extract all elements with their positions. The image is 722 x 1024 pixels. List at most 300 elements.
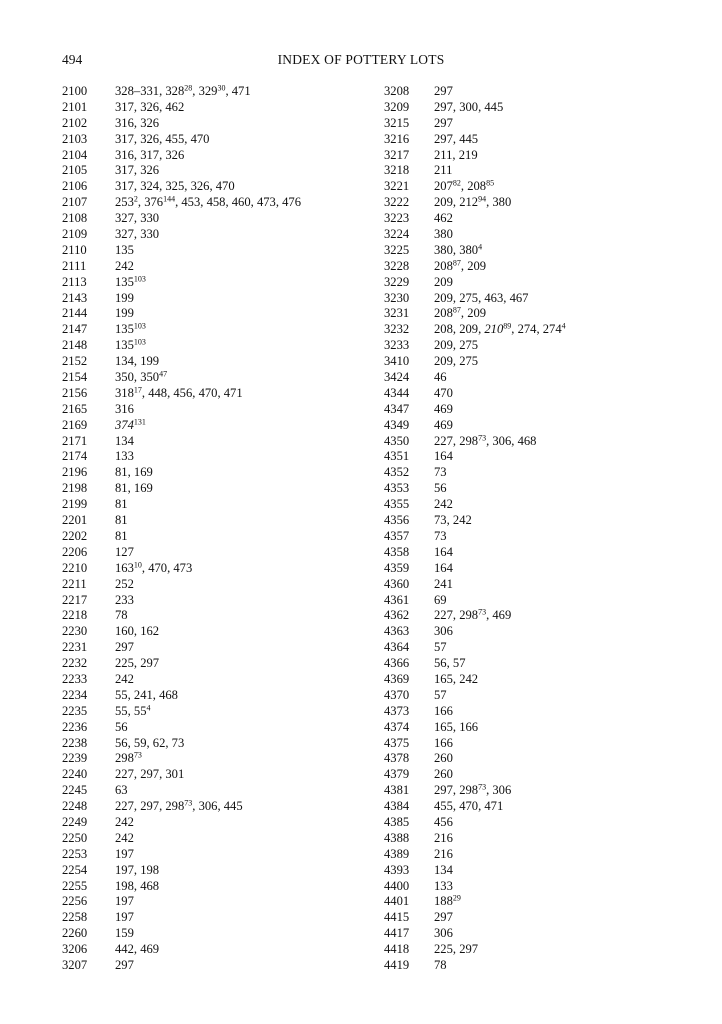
footnote-marker: 10 [133, 560, 142, 570]
lot-number: 2238 [62, 735, 88, 750]
page-ref-text: 134 [434, 862, 453, 877]
index-entry [384, 354, 704, 370]
lot-number: 4350 [384, 433, 410, 448]
page-references [115, 243, 134, 259]
page-references [434, 481, 447, 497]
page-ref-text: 225, 297 [434, 942, 479, 957]
index-entry [384, 847, 704, 863]
lot-number: 2171 [62, 433, 88, 448]
page-ref-text: 164 [434, 449, 453, 464]
page-ref-text: 135 [115, 322, 134, 337]
index-entry [384, 275, 704, 291]
index-entry [62, 195, 362, 211]
footnote-marker: 73 [184, 798, 193, 808]
lot-number: 4344 [384, 385, 410, 400]
page-references [434, 656, 465, 672]
index-entry [384, 291, 704, 307]
page-ref-text: 455, 470, 471 [434, 799, 504, 814]
footnote-marker: 4 [561, 321, 566, 331]
page-references [115, 799, 243, 815]
page-ref-text: 253 [115, 195, 134, 210]
lot-number: 3222 [384, 195, 410, 210]
index-entry [62, 545, 362, 561]
page-ref-text: 317, 326, 462 [115, 99, 185, 114]
page-ref-text: 188 [434, 894, 453, 909]
page-references [115, 370, 167, 386]
page-references [434, 434, 536, 450]
index-entry [62, 529, 362, 545]
page-ref-text: 56 [434, 481, 447, 496]
index-entry [62, 275, 362, 291]
page-ref-text: 209, 212 [434, 195, 479, 210]
index-entry [384, 116, 704, 132]
page-references [434, 879, 453, 895]
page-references [115, 736, 184, 752]
index-entry [384, 227, 704, 243]
page-ref-text: 241 [434, 576, 453, 591]
index-entry [62, 783, 362, 799]
index-entry [384, 958, 704, 974]
index-entry [384, 434, 704, 450]
lot-number: 4384 [384, 799, 410, 814]
index-entry [62, 688, 362, 704]
page-ref-text: , 453, 458, 460, 473, 476 [175, 195, 302, 210]
page-references [115, 847, 134, 863]
page-references [434, 704, 453, 720]
page-references [115, 163, 159, 179]
index-entry [62, 418, 362, 434]
page-references [115, 434, 134, 450]
page-ref-text: 56 [115, 719, 128, 734]
page-references [434, 322, 566, 338]
page-ref-text: 227, 298 [434, 433, 479, 448]
lot-number: 4363 [384, 624, 410, 639]
page-references [434, 815, 453, 831]
page-references [115, 148, 184, 164]
lot-number: 2169 [62, 417, 88, 432]
page-references [434, 449, 453, 465]
index-column-right [384, 84, 704, 974]
index-entry [384, 736, 704, 752]
lot-number: 4419 [384, 957, 410, 972]
page-references [434, 529, 447, 545]
lot-number: 2111 [62, 258, 87, 273]
page-ref-text: 209 [434, 274, 453, 289]
lot-number: 2256 [62, 894, 88, 909]
index-entry [62, 402, 362, 418]
page-ref-text: , 329 [192, 84, 218, 98]
index-entry [62, 942, 362, 958]
lot-number: 2253 [62, 846, 88, 861]
index-entry [384, 894, 704, 910]
index-entry [384, 624, 704, 640]
index-entry [384, 211, 704, 227]
lot-number: 4351 [384, 449, 410, 464]
page-ref-text: 242 [115, 830, 134, 845]
footnote-marker: 82 [452, 178, 461, 188]
page-references [115, 910, 134, 926]
page-references [115, 227, 159, 243]
footnote-marker: 47 [159, 369, 168, 379]
page-ref-text: 127 [115, 544, 134, 559]
page-references [434, 545, 453, 561]
page-references [115, 179, 235, 195]
page-ref-text: 199 [115, 306, 134, 321]
page-references [115, 593, 134, 609]
index-entry [384, 243, 704, 259]
lot-number: 2147 [62, 322, 88, 337]
page-references [434, 386, 453, 402]
page-references [115, 783, 128, 799]
page-ref-text: 297, 300, 445 [434, 99, 504, 114]
page-ref-text: 165, 166 [434, 719, 479, 734]
page-references [115, 211, 159, 227]
lot-number: 2100 [62, 84, 88, 98]
page-ref-text: 316, 326 [115, 115, 160, 130]
page-references [434, 608, 511, 624]
lot-number: 4359 [384, 560, 410, 575]
lot-number: 4379 [384, 767, 410, 782]
page-references [434, 259, 486, 275]
lot-number: 2230 [62, 624, 88, 639]
page-references [115, 259, 134, 275]
index-entry [62, 306, 362, 322]
page-references [434, 354, 478, 370]
lot-number: 3228 [384, 258, 410, 273]
lot-number: 3233 [384, 338, 410, 353]
page-ref-text: 159 [115, 926, 134, 941]
page-ref-text: 166 [434, 703, 453, 718]
index-entry [384, 529, 704, 545]
page-ref-text: 227, 297, 298 [115, 799, 185, 814]
page-ref-text: 242 [115, 814, 134, 829]
lot-number: 4370 [384, 687, 410, 702]
index-entry [384, 513, 704, 529]
page-references [115, 958, 134, 974]
page-ref-text: 207 [434, 179, 453, 194]
index-entry [384, 879, 704, 895]
footnote-marker: 94 [478, 194, 487, 204]
index-entry [62, 163, 362, 179]
index-entry [62, 497, 362, 513]
lot-number: 2144 [62, 306, 88, 321]
lot-number: 3232 [384, 322, 410, 337]
lot-number: 2148 [62, 338, 88, 353]
lot-number: 4378 [384, 751, 410, 766]
page-references [434, 497, 453, 513]
lot-number: 3224 [384, 227, 410, 242]
page-ref-text: 233 [115, 592, 134, 607]
page-references [115, 306, 134, 322]
page-references [115, 100, 184, 116]
index-entry [384, 593, 704, 609]
index-entry [384, 84, 704, 100]
index-entry [62, 815, 362, 831]
lot-number: 4381 [384, 783, 410, 798]
page-ref-text: 57 [434, 640, 447, 655]
page-ref-text: , 209 [460, 258, 487, 273]
page-ref-text: 166 [434, 735, 453, 750]
footnote-marker: 73 [133, 751, 142, 761]
index-entry [62, 243, 362, 259]
lot-number: 3410 [384, 354, 410, 369]
page-ref-text: 380, 380 [434, 242, 479, 257]
index-entry [62, 894, 362, 910]
page-ref-text: 216 [434, 830, 453, 845]
page-ref-text: 81 [115, 528, 128, 543]
index-entry [384, 370, 704, 386]
page-references [434, 195, 511, 211]
index-entry [62, 148, 362, 164]
page-references [115, 132, 209, 148]
lot-number: 2217 [62, 592, 88, 607]
lot-number: 2198 [62, 481, 88, 496]
index-entry [384, 767, 704, 783]
lot-number: 2245 [62, 783, 88, 798]
lot-number: 2152 [62, 354, 88, 369]
index-entry [62, 879, 362, 895]
page-ref-text: 242 [115, 258, 134, 273]
page-references [115, 338, 146, 354]
page-references [115, 640, 134, 656]
page-references [434, 291, 528, 307]
page-ref-text: 211 [434, 163, 453, 178]
lot-number: 4361 [384, 592, 410, 607]
lot-number: 2202 [62, 528, 88, 543]
page-references [434, 624, 453, 640]
index-entry [62, 259, 362, 275]
page-ref-text: 316 [115, 401, 134, 416]
page-ref-text: 380 [434, 227, 453, 242]
page-ref-text: 456 [434, 814, 453, 829]
lot-number: 4355 [384, 497, 410, 512]
index-entry [62, 132, 362, 148]
page-ref-text: , 274, 274 [511, 322, 562, 337]
lot-number: 4349 [384, 417, 410, 432]
footnote-marker: 131 [133, 417, 146, 427]
page-ref-text: , 306, 468 [486, 433, 537, 448]
index-entry [62, 322, 362, 338]
lot-number: 2236 [62, 719, 88, 734]
page-references [115, 545, 134, 561]
lot-number: 3215 [384, 115, 410, 130]
page-references [115, 608, 128, 624]
index-entry [62, 84, 362, 100]
page-ref-text: 316, 317, 326 [115, 147, 185, 162]
page-references [434, 672, 478, 688]
lot-number: 3208 [384, 84, 410, 98]
lot-number: 2235 [62, 703, 88, 718]
page-references [434, 926, 453, 942]
page-ref-text: 164 [434, 560, 453, 575]
index-entry [62, 291, 362, 307]
footnote-marker: 144 [163, 194, 176, 204]
index-entry [384, 195, 704, 211]
index-entry [62, 116, 362, 132]
page-references [115, 529, 128, 545]
footnote-marker: 103 [133, 337, 146, 347]
page-ref-text: 297 [115, 640, 134, 655]
page-ref-text: 306 [434, 926, 453, 941]
lot-number: 4364 [384, 640, 410, 655]
page-references [115, 513, 128, 529]
index-entry [384, 418, 704, 434]
lot-number: 2258 [62, 910, 88, 925]
page-ref-text: , 469 [486, 608, 512, 623]
page-ref-text: 63 [115, 783, 128, 798]
page-references [434, 84, 453, 100]
index-entry [384, 672, 704, 688]
lot-number: 2143 [62, 290, 88, 305]
page-ref-text: 46 [434, 370, 447, 385]
lot-number: 3230 [384, 290, 410, 305]
index-entry [62, 831, 362, 847]
index-entry [384, 910, 704, 926]
lot-number: 2106 [62, 179, 88, 194]
page-ref-text: 135 [115, 338, 134, 353]
page-references [115, 863, 159, 879]
lot-number: 2206 [62, 544, 88, 559]
lot-number: 2108 [62, 211, 88, 226]
page-references [115, 84, 251, 100]
page-ref-text: 227, 298 [434, 608, 479, 623]
page-references [115, 561, 192, 577]
page-title: INDEX OF POTTERY LOTS [277, 52, 445, 67]
lot-number: 2248 [62, 799, 88, 814]
page-ref-text: 317, 326 [115, 163, 160, 178]
page-ref-text: 197, 198 [115, 862, 160, 877]
lot-number: 2233 [62, 671, 88, 686]
lot-number: 4418 [384, 942, 410, 957]
lot-number: 2239 [62, 751, 88, 766]
index-entry [62, 179, 362, 195]
index-entry [384, 402, 704, 418]
lot-number: 4373 [384, 703, 410, 718]
page-references [434, 910, 453, 926]
lot-number: 2196 [62, 465, 88, 480]
index-entry [62, 577, 362, 593]
index-entry [62, 465, 362, 481]
page-references [115, 894, 134, 910]
lot-number: 3217 [384, 147, 410, 162]
page-ref-text: , 306, 445 [192, 799, 243, 814]
footnote-marker: 17 [133, 385, 142, 395]
lot-number: 3229 [384, 274, 410, 289]
page-header [0, 52, 722, 72]
page-references [434, 100, 503, 116]
lot-number: 4417 [384, 926, 410, 941]
lot-number: 4385 [384, 814, 410, 829]
page-ref-text: 197 [115, 846, 134, 861]
page-ref-text: 55, 55 [115, 703, 147, 718]
index-entry [384, 783, 704, 799]
index-entry [62, 354, 362, 370]
page-ref-text: 462 [434, 211, 453, 226]
page-references [115, 449, 134, 465]
index-entry [62, 449, 362, 465]
page-ref-text: 133 [115, 449, 134, 464]
lot-number: 3218 [384, 163, 410, 178]
lot-number: 4389 [384, 846, 410, 861]
lot-number: 4415 [384, 910, 410, 925]
page-ref-text: 227, 297, 301 [115, 767, 185, 782]
index-entry [62, 704, 362, 720]
lot-number: 4357 [384, 528, 410, 543]
page-references [434, 211, 453, 227]
page-ref-text: 56, 59, 62, 73 [115, 735, 185, 750]
lot-number: 2232 [62, 656, 88, 671]
index-entry [384, 449, 704, 465]
page-references [434, 942, 478, 958]
page-references [434, 688, 447, 704]
page-references [115, 672, 134, 688]
index-entry [384, 306, 704, 322]
page-references [434, 132, 478, 148]
page-ref-text: , 470, 473 [141, 560, 193, 575]
page-ref-text: 211, 219 [434, 147, 478, 162]
page-references [115, 497, 128, 513]
page-ref-text: 297 [434, 115, 453, 130]
page-ref-text: 81, 169 [115, 465, 153, 480]
page-references [115, 116, 159, 132]
lot-number: 2254 [62, 862, 88, 877]
page-ref-text: 208 [434, 306, 453, 321]
page-references [115, 465, 153, 481]
footnote-marker: 85 [486, 178, 495, 188]
page-ref-text: 442, 469 [115, 942, 160, 957]
footnote-marker: 4 [478, 242, 483, 252]
page-references [115, 942, 159, 958]
page-ref-text: 242 [115, 671, 134, 686]
page-references [115, 879, 159, 895]
index-entry [384, 831, 704, 847]
lot-number: 4366 [384, 656, 410, 671]
page-ref-text: 160, 162 [115, 624, 160, 639]
page-ref-text: 199 [115, 290, 134, 305]
page-references [115, 418, 146, 434]
index-entry [384, 704, 704, 720]
page-ref-text: 208 [434, 258, 453, 273]
lot-number: 3424 [384, 370, 410, 385]
page-ref-text: 297 [115, 957, 134, 972]
page-ref-text: , 380 [486, 195, 512, 210]
page-ref-text: 73 [434, 528, 447, 543]
lot-number: 2165 [62, 401, 88, 416]
lot-number: 2249 [62, 814, 88, 829]
index-entry [62, 338, 362, 354]
page-ref-text: , 376 [137, 195, 164, 210]
page-references [434, 894, 461, 910]
page-ref-text: 73 [434, 465, 447, 480]
lot-number: 2240 [62, 767, 88, 782]
index-entry [384, 561, 704, 577]
page-ref-text: 134, 199 [115, 354, 160, 369]
page-ref-text: , 208 [460, 179, 487, 194]
page-ref-text: 242 [434, 497, 453, 512]
page-references [434, 958, 447, 974]
lot-number: 3206 [62, 942, 88, 957]
page-ref-text: 317, 326, 455, 470 [115, 131, 210, 146]
lot-number: 4347 [384, 401, 410, 416]
footnote-marker: 87 [452, 258, 461, 268]
page-references [115, 481, 153, 497]
page-references [115, 386, 243, 402]
lot-number: 2101 [62, 99, 88, 114]
index-entry [62, 227, 362, 243]
page-ref-text: 327, 330 [115, 227, 160, 242]
index-column-left [62, 84, 362, 974]
page-references [434, 863, 453, 879]
